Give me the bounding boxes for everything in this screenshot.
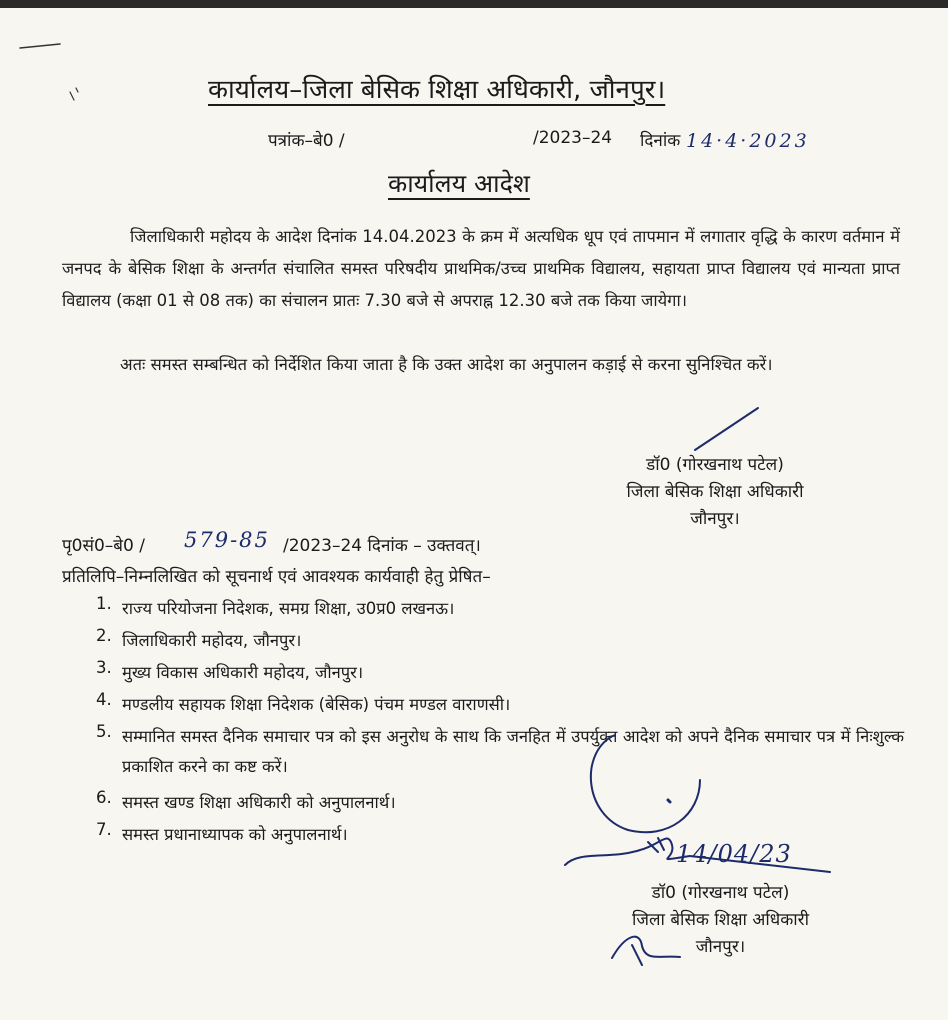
list-item-text: मुख्य विकास अधिकारी महोदय, जौनपुर। — [122, 663, 364, 682]
list-item-number: 2. — [96, 626, 112, 645]
handwritten-date: 14·4·2023 — [686, 130, 810, 152]
order-paragraph-2: अतः समस्त सम्बन्धित को निर्देशित किया जाता है कि उक्त आदेश का अनुपालन कड़ाई से करना सुनिश्चित करें। — [120, 355, 773, 374]
signatory-place: जौनपुर। — [695, 937, 746, 957]
copy-intro: प्रतिलिपि–निम्नलिखित को सूचनार्थ एवं आवश्यक कार्यवाही हेतु प्रेषित– — [62, 567, 491, 587]
circle-pen-mark — [591, 735, 700, 832]
list-item-number: 5. — [96, 722, 112, 741]
copy-ref-suffix: /2023–24 दिनांक – उक्तवत्। — [283, 536, 481, 556]
list-item-text: मण्डलीय सहायक शिक्षा निदेशक (बेसिक) पंचम मण्डल वाराणसी। — [122, 695, 511, 714]
signatory-designation: जिला बेसिक शिक्षा अधिकारी — [631, 910, 810, 930]
initials-tick — [632, 945, 642, 965]
letter-ref-number: पत्रांक–बे0 / — [268, 131, 345, 151]
list-item-text: समस्त खण्ड शिक्षा अधिकारी को अनुपालनार्थ। — [122, 793, 396, 812]
copy-ref-prefix: पृ0सं0–बे0 / — [62, 536, 145, 556]
margin-pen-dots — [70, 88, 78, 100]
letter-ref-year: /2023–24 — [533, 128, 613, 148]
date-label: दिनांक — [640, 131, 681, 151]
list-item-text: समस्त प्रधानाध्यापक को अनुपालनार्थ। — [122, 825, 348, 844]
margin-pen-stroke — [20, 44, 60, 48]
list-item-number: 7. — [96, 820, 112, 839]
signatory-place: जौनपुर। — [690, 509, 740, 529]
list-item-number: 6. — [96, 788, 112, 807]
initials-stroke — [612, 937, 680, 958]
signature-2-stroke — [565, 839, 830, 872]
list-item-number: 1. — [96, 594, 112, 613]
signatory-name: डॉ0 (गोरखनाथ पटेल) — [646, 455, 784, 475]
handwritten-ref-number: 579-85 — [184, 528, 270, 552]
signatory-name: डॉ0 (गोरखनाथ पटेल) — [651, 883, 790, 903]
pen-dot — [668, 800, 670, 802]
list-item-number: 3. — [96, 658, 112, 677]
signature-1-stroke — [695, 408, 758, 450]
list-item-text: सम्मानित समस्त दैनिक समाचार पत्र को इस अनुरोध के साथ कि जनहित में उपर्युक्त आदेश को अपने दैनिक समाचार पत्र में निःशुल्क प्रकाशित करने का कष्ट करें। — [122, 727, 904, 776]
list-item-text: राज्य परियोजना निदेशक, समग्र शिक्षा, उ0प्र0 लखनऊ। — [122, 599, 455, 618]
order-title: कार्यालय आदेश — [388, 169, 530, 198]
signatory-designation: जिला बेसिक शिक्षा अधिकारी — [626, 482, 804, 502]
handwritten-sign-date: 14/04/23 — [676, 840, 792, 868]
list-item-number: 4. — [96, 690, 112, 709]
list-item-text: जिलाधिकारी महोदय, जौनपुर। — [122, 631, 302, 650]
office-heading: कार्यालय–जिला बेसिक शिक्षा अधिकारी, जौनपुर। — [208, 75, 666, 105]
order-paragraph-1: जिलाधिकारी महोदय के आदेश दिनांक 14.04.2023 के क्रम में अत्यधिक धूप एवं तापमान में लगातार वृद्धि के कारण वर्तमान में जनपद के बेसिक शिक्षा के अन्तर्गत संचालित समस्त परिषदीय प्राथमिक/उच्च प्राथमिक विद्यालय, सहायता प्राप्त विद्यालय एवं मान्यता प्राप्त विद्यालय (कक्षा 01 से 08 तक) का संचालन प्रातः 7.30 बजे से अपराह्न 12.30 बजे तक किया जायेगा। — [62, 227, 900, 310]
